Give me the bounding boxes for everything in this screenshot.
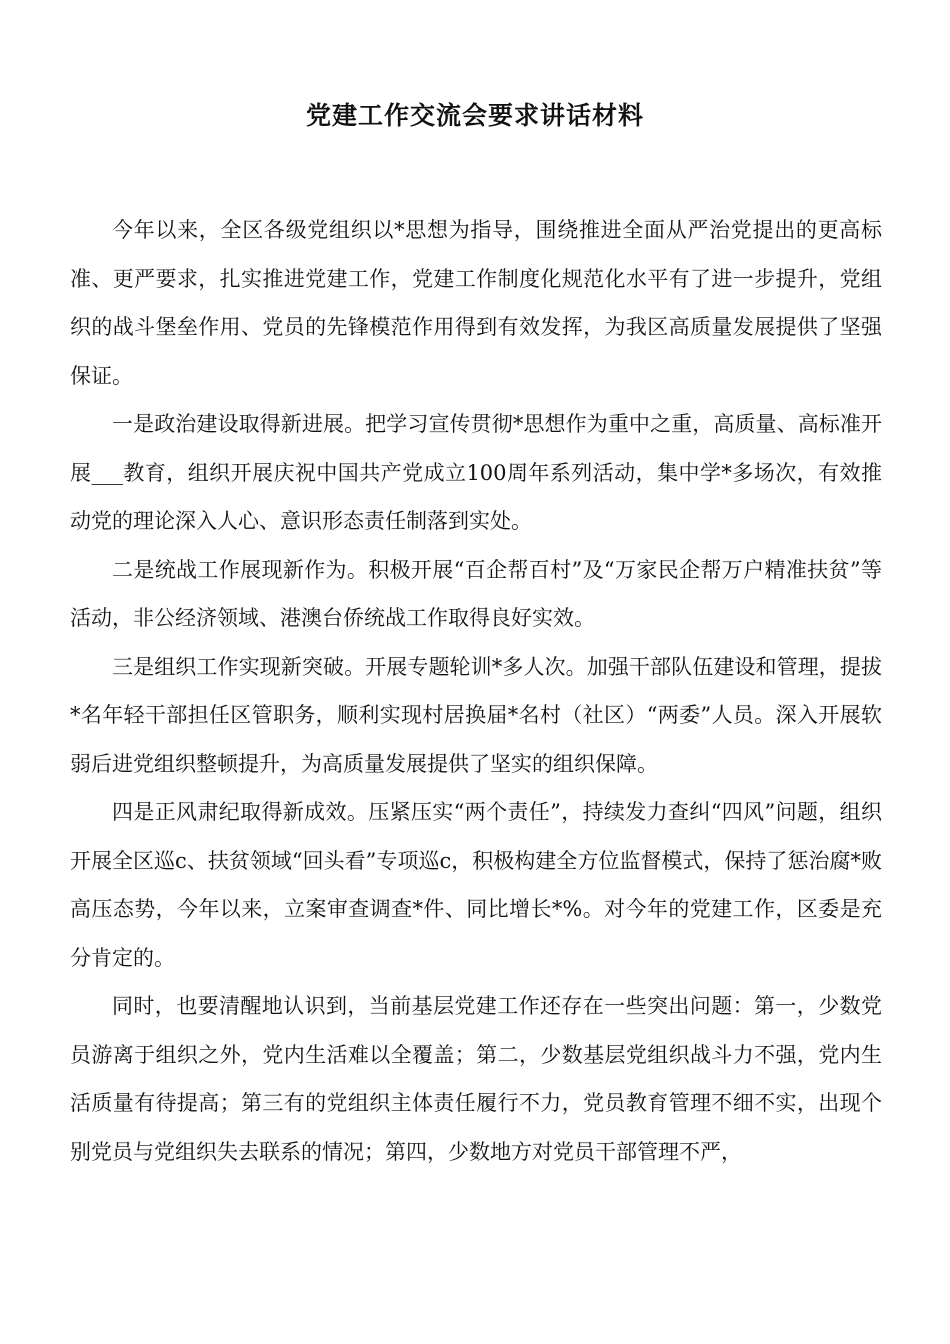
paragraph-organization-work: 三是组织工作实现新突破。开展专题轮训*多人次。加强干部队伍建设和管理，提拔*名年轻干部担任区管职务，顺利实现村居换届*名村（社区）“两委”人员。深入开展软弱后进党组织整顿提升，为高质量发展提供了坚实的组织保障。: [70, 654, 882, 776]
paragraph-united-front: 二是统战工作展现新作为。积极开展“百企帮百村”及“万家民企帮万户精准扶贫”等活动，非公经济领域、港澳台侨统战工作取得良好实效。: [70, 557, 882, 630]
paragraph-discipline: 四是正风肃纪取得新成效。压紧压实“两个责任”，持续发力查纠“四风”问题，组织开展全区巡c、扶贫领域“回头看”专项巡c，积极构建全方位监督模式，保持了惩治腐*败高压态势，今年以来，立案审查调查*件、同比增长*%。对今年的党建工作，区委是充分肯定的。: [70, 800, 882, 970]
document-title: 党建工作交流会要求讲话材料: [305, 101, 644, 130]
paragraph-problems: 同时，也要清醒地认识到，当前基层党建工作还存在一些突出问题：第一，少数党员游离于组织之外，党内生活难以全覆盖；第二，少数基层党组织战斗力不强，党内生活质量有待提高；第三有的党组织主体责任履行不力，党员教育管理不细不实，出现个别党员与党组织失去联系的情况；第四，少数地方对党员干部管理不严，: [70, 994, 882, 1164]
paragraph-political-building: 一是政治建设取得新进展。把学习宣传贯彻*思想作为重中之重，高质量、高标准开展___教育，组织开展庆祝中国共产党成立100周年系列活动，集中学*多场次，有效推动党的理论深入人心、意识形态责任制落到实处。: [70, 412, 882, 533]
document-body: [70, 206, 882, 1176]
paragraph-intro: 今年以来，全区各级党组织以*思想为指导，围绕推进全面从严治党提出的更高标准、更严要求，扎实推进党建工作，党建工作制度化规范化水平有了进一步提升，党组织的战斗堡垒作用、党员的先锋模范作用得到有效发挥，为我区高质量发展提供了坚强保证。: [70, 218, 882, 388]
